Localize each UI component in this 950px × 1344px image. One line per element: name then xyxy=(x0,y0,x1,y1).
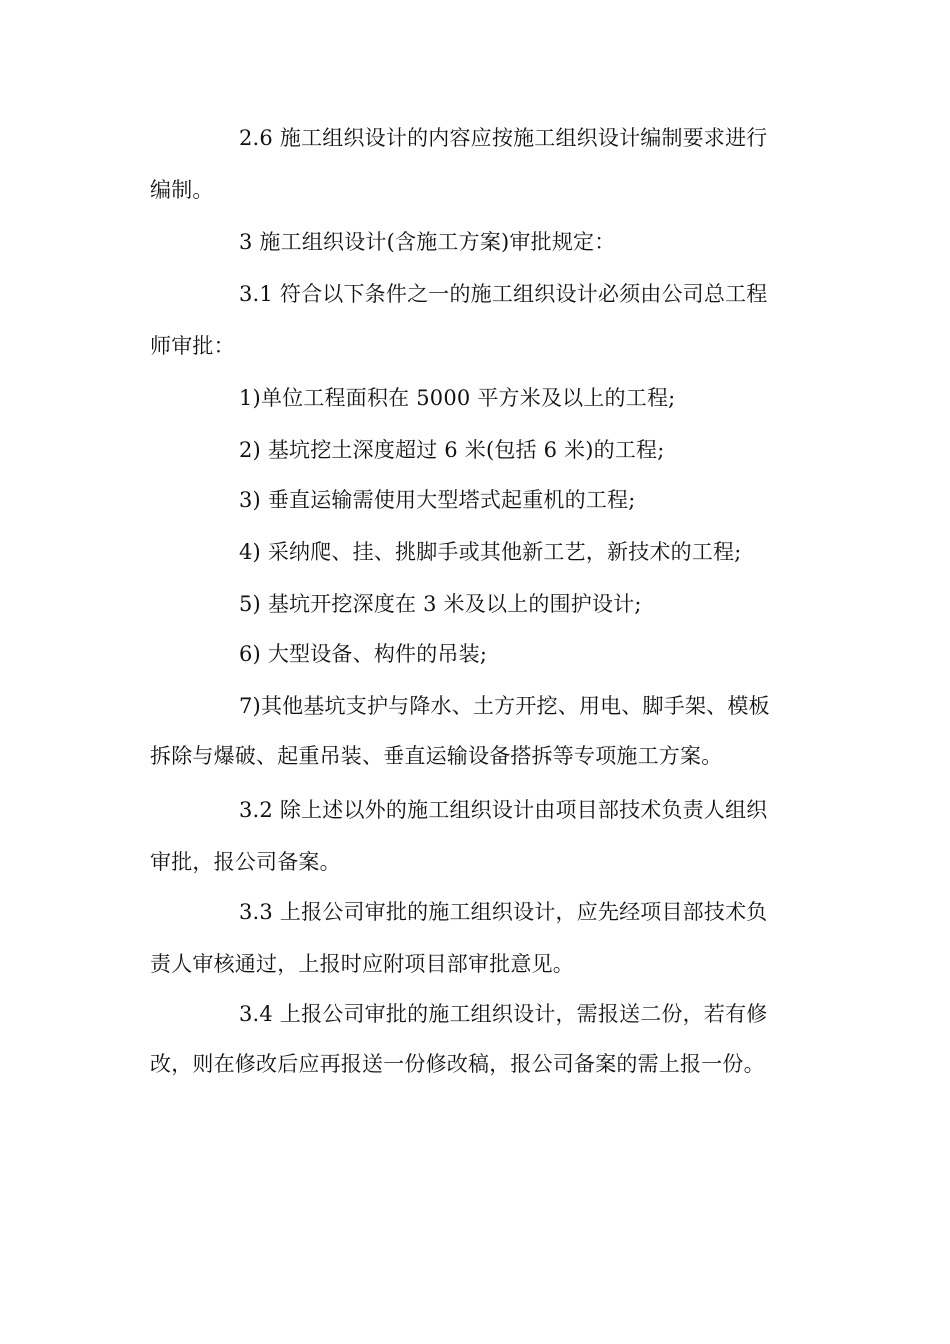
paragraph-3-3-line-1: 3.3 上报公司审批的施工组织设计，应先经项目部技术负 xyxy=(239,900,768,924)
list-item-5: 5) 基坑开挖深度在 3 米及以上的围护设计; xyxy=(239,592,642,616)
list-item-7-line-2: 拆除与爆破、起重吊装、垂直运输设备搭拆等专项施工方案。 xyxy=(150,744,723,768)
paragraph-2-6-line-1: 2.6 施工组织设计的内容应按施工组织设计编制要求进行 xyxy=(239,126,768,150)
list-item-3: 3) 垂直运输需使用大型塔式起重机的工程; xyxy=(239,488,636,512)
list-item-6: 6) 大型设备、构件的吊装; xyxy=(239,642,488,666)
paragraph-3-3-line-2: 责人审核通过，上报时应附项目部审批意见。 xyxy=(150,952,574,976)
paragraph-3-2-line-2: 审批，报公司备案。 xyxy=(150,850,341,874)
paragraph-3-4-line-1: 3.4 上报公司审批的施工组织设计，需报送二份，若有修 xyxy=(239,1002,768,1026)
list-item-2: 2) 基坑挖土深度超过 6 米(包括 6 米)的工程; xyxy=(239,438,665,462)
paragraph-2-6-line-2: 编制。 xyxy=(150,178,214,202)
section-3-heading: 3 施工组织设计(含施工方案)审批规定： xyxy=(239,230,616,254)
list-item-4: 4) 采纳爬、挂、挑脚手或其他新工艺，新技术的工程; xyxy=(239,540,742,564)
paragraph-3-1-line-1: 3.1 符合以下条件之一的施工组织设计必须由公司总工程 xyxy=(239,282,768,306)
paragraph-3-2-line-1: 3.2 除上述以外的施工组织设计由项目部技术负责人组织 xyxy=(239,798,768,822)
paragraph-3-1-line-2: 师审批： xyxy=(150,334,235,358)
paragraph-3-4-line-2: 改，则在修改后应再报送一份修改稿，报公司备案的需上报一份。 xyxy=(150,1052,765,1076)
list-item-1: 1)单位工程面积在 5000 平方米及以上的工程; xyxy=(239,386,676,410)
list-item-7-line-1: 7)其他基坑支护与降水、土方开挖、用电、脚手架、模板 xyxy=(239,694,770,718)
